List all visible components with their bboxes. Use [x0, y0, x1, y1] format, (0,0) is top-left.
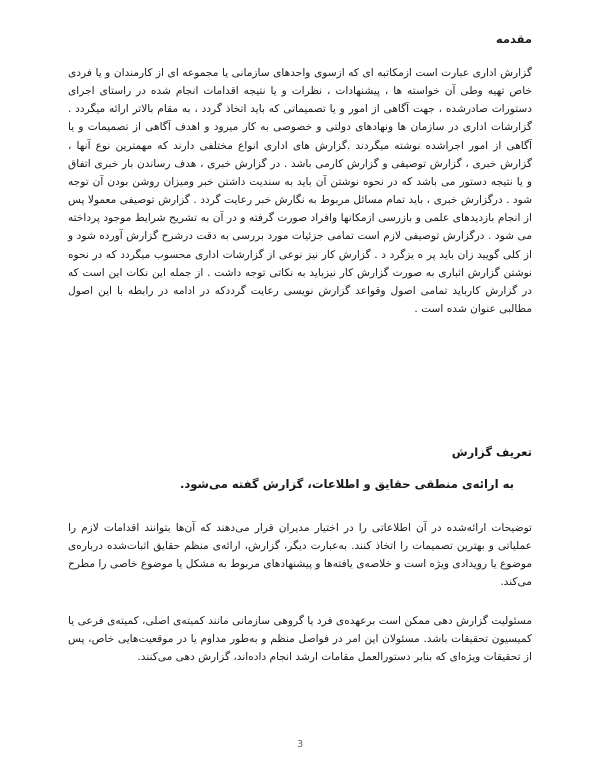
page-number: 3 [296, 739, 304, 750]
section-heading-definition: تعریف گزارش [451, 445, 532, 459]
section-heading-introduction: مقدمه [495, 32, 532, 46]
definition-paragraph-1: توضیحات ارائه‌شده در آن اطلاعاتی را در اختیار مدیران قرار می‌دهند که آن‌ها بتوانند اقدامات لازم را عملیاتی و بهترین تصمیمات را اتخاذ کنند. به‌عبارت دیگر، گزارش، ارائه‌ی منظم حقایق اثبات‌شده درباره‌ی موضوع یا رویدادی ویژه است و خلاصه‌ی یافته‌ها و پیشنهادهای مربوط به مشکل یا موضوع خاصی را مطرح می‌کند. [68, 522, 532, 589]
introduction-paragraph: گزارش اداری عبارت است ازمکاتبه ای که ازسوی واحدهای سازمانی یا مجموعه ای از کارمندان و یا فردی خاص تهیه وطی آن خواسته ها ، پیشنهادات ، نظرات و یا نتیجه اقدامات انجام شده در راستای اجرای دستورات صادرشده ، جهت آگاهی از امور و یا تصمیماتی که باید اتخاذ گردد ، به مقام بالاتر ارائه میگردد . گزارشات اداری در سازمان ها ونهادهای دولتی و خصوصی به کار میرود و اهدف آگاهی از تصمیمات و یا آگاهی از امور اجراشده نوشته میگردند .گزارش های اداری انواع مختلفی دارند که مهمترین نوع آنها ، گزارش خبری ، گزارش توصیفی و گزارش کارمی باشد . در گزارش خبری ، هدف رساندن بار خبری اتفاق و یا نتیجه دستور می باشد که در نحوه نوشتن آن باید به سندیت داشتن خبر ومیزان روشن بودن آن توجه شود . درگزارش خبری ، باید تمام مسائل مربوط به نگارش خبر رعایت گردد . گزارش توصیفی معمولا پس از انجام بازدیدهای علمی و بازرسی ازمکانها وافراد صورت گرفته و در آن به تشریح شرایط موجود پرداخته می شود . درگزارش توصیفی لازم است تمامی جزئیات مورد بررسی به دقت درشرح گزارش آورده شود و از کلی گویید زان باید پر ه یزگرد د . گزارش کار نیز نوعی از گزارشات اداری محسوب میگردد که در نحوه نوشتن گزارش اثباری به صورت گزارش کار نیزباید به نکاتی توجه داشت . از جمله این نکات این است که در گزارش کارباید تمامی اصول وقواعد گزارش نویسی رعایت گرددکه در ادامه در رابطه با این اصول مطالبی عنوان شده است . [68, 67, 532, 316]
definition-subheading: به ارائه‌ی منطقی حقایق و اطلاعات، گزارش گفته می‌شود. [179, 477, 514, 491]
definition-paragraph-2: مسئولیت گزارش دهی ممکن است برعهده‌ی فرد یا گروهی سازمانی مانند کمیته‌ی اصلی، کمیته‌ی فرعی یا کمیسیون تحقیقات باشد. مسئولان این امر در فواصل منظم و به‌طور مداوم یا در موقعیت‌هایی خاص، پس از تحقیقات ویژه‌ای که بنابر دستورالعمل مقامات ارشد انجام داده‌اند، گزارش دهی می‌کنند. [68, 615, 532, 664]
